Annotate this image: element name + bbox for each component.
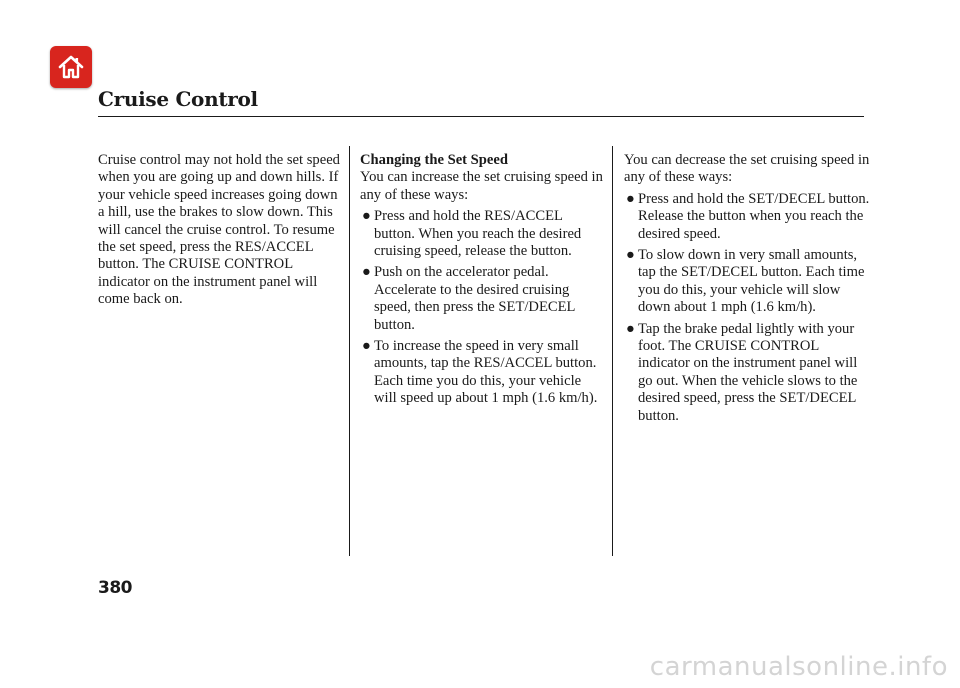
bullet-icon: ● [626, 190, 635, 207]
bullet-icon: ● [362, 264, 371, 281]
column-3 [624, 152, 870, 425]
column-divider [349, 146, 350, 556]
page-number: 380 [98, 578, 132, 598]
bullet-icon: ● [362, 208, 371, 225]
decrease-speed-list [624, 191, 870, 425]
list-item-text: Press and hold the SET/DECEL button. Release the button when you reach the desired speed. [638, 190, 870, 242]
list-item [624, 321, 870, 425]
list-item-text: Tap the brake pedal lightly with your foot. The CRUISE CONTROL indicator on the instrument panel will go out. When the vehicle slows to the desired speed, press the SET/DECEL button. [638, 320, 858, 424]
home-icon [56, 52, 86, 82]
list-item [360, 208, 605, 260]
home-button[interactable] [50, 46, 92, 88]
list-item-text: Press and hold the RES/ACCEL button. When you reach the desired cruising speed, release the button. [374, 208, 582, 260]
list-item [360, 264, 605, 334]
list-item [624, 247, 870, 317]
watermark: carmanualsonline.info [649, 652, 948, 682]
column-divider [612, 146, 613, 556]
list-item-text: Push on the accelerator pedal. Accelerate to the desired cruising speed, then press the SET/DECEL button. [374, 264, 575, 333]
bullet-icon: ● [626, 247, 635, 264]
list-item-text: To slow down in very small amounts, tap the SET/DECEL button. Each time you do this, your vehicle will slow down about 1 mph (1.6 km/h). [638, 247, 865, 316]
title-divider [98, 116, 864, 117]
list-item [624, 191, 870, 243]
list-item-text: To increase the speed in very small amounts, tap the RES/ACCEL button. Each time you do this, your vehicle will speed up about 1 mph (1.6 km/h). [374, 338, 598, 407]
column-1 [98, 152, 343, 309]
bullet-icon: ● [362, 338, 371, 355]
increase-speed-list [360, 208, 605, 407]
column-1-paragraph: Cruise control may not hold the set speed when you are going up and down hills. If your vehicle speed increases going down a hill, use the brakes to slow down. This will cancel the cruise control. To resume the set speed, press the RES/ACCEL button. The CRUISE CONTROL indicator on the instrument panel will come back on. [98, 152, 340, 308]
column-2 [360, 152, 605, 408]
column-3-intro: You can decrease the set cruising speed in any of these ways: [624, 152, 870, 186]
bullet-icon: ● [626, 320, 635, 337]
column-2-intro: You can increase the set cruising speed in any of these ways: [360, 169, 603, 203]
list-item [360, 338, 605, 408]
subheading-changing-set-speed: Changing the Set Speed [360, 152, 508, 168]
section-title: Cruise Control [98, 87, 258, 111]
